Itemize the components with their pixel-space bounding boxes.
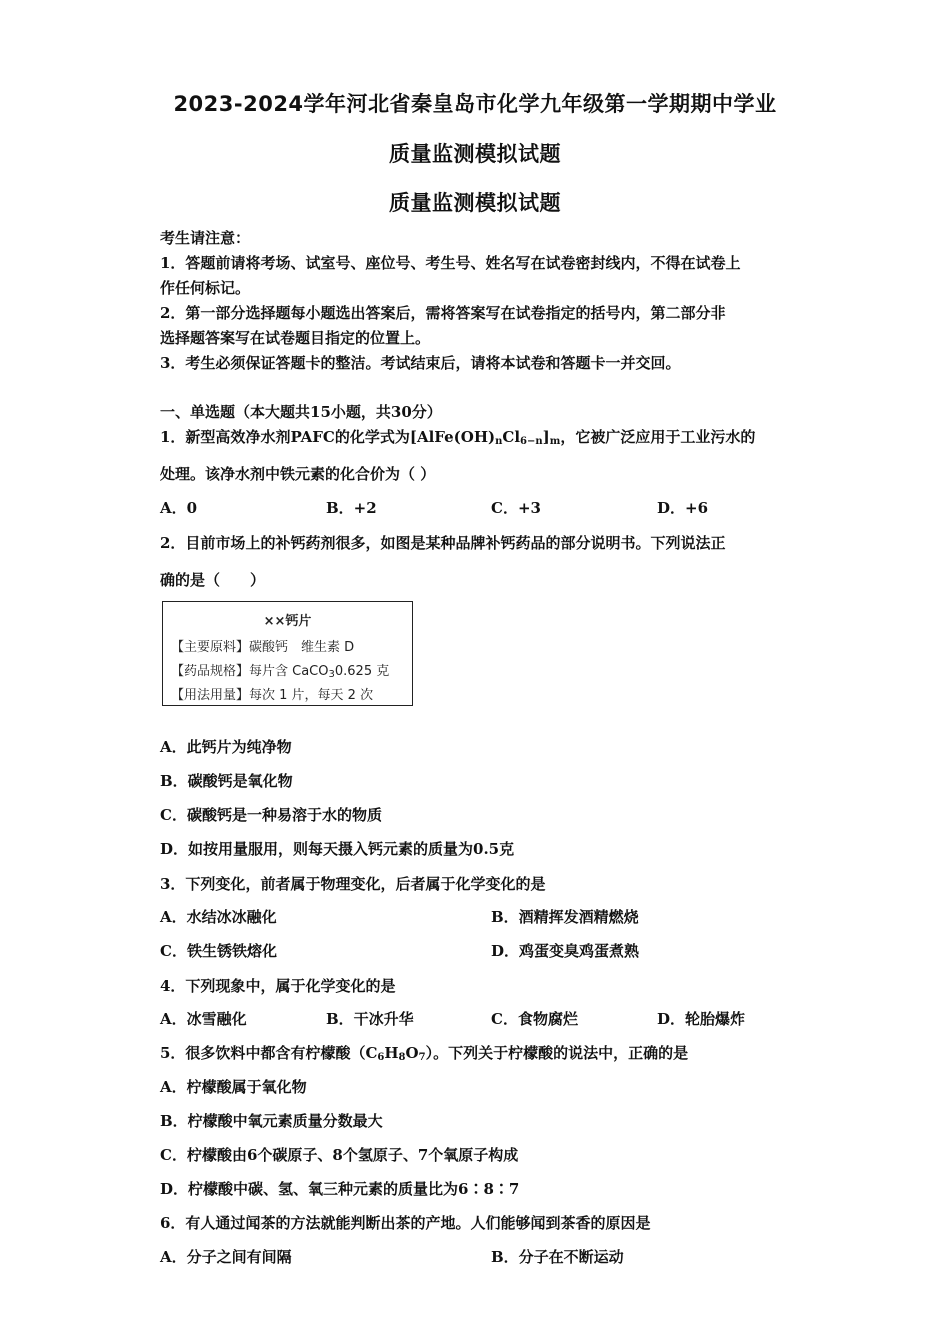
exam-title-line2: 质量监测模拟试题 (389, 142, 561, 166)
notice-item-1a: 1．答题前请将考场、试室号、座位号、考生号、姓名写在试卷密封线内，不得在试卷上 (160, 254, 741, 272)
q2-option-a[interactable]: A．此钙片为纯净物 (160, 738, 292, 756)
q4-option-d[interactable]: D．轮胎爆炸 (657, 1010, 746, 1028)
notice-heading: 考生请注意： (160, 229, 251, 247)
q3-option-b[interactable]: B．酒精挥发酒精燃烧 (491, 908, 639, 926)
medicine-label-row-spec: 【药品规格】每片含 CaCO$_3$0.625 克 (171, 664, 390, 680)
q2-option-c[interactable]: C．碳酸钙是一种易溶于水的物质 (160, 806, 382, 824)
question-6-stem: 6．有人通过闻茶的方法就能判断出茶的产地。人们能够闻到茶香的原因是 (160, 1214, 651, 1232)
question-2-stem: 2．目前市场上的补钙药剂很多，如图是某种品牌补钙药品的部分说明书。下列说法正 (160, 534, 726, 552)
q4-option-b[interactable]: B．干冰升华 (326, 1010, 414, 1028)
q4-option-a[interactable]: A．冰雪融化 (160, 1010, 247, 1028)
q6-option-b[interactable]: B．分子在不断运动 (491, 1248, 624, 1266)
q6-option-a[interactable]: A．分子之间有间隔 (160, 1248, 292, 1266)
notice-item-3: 3．考生必须保证答题卡的整洁。考试结束后，请将本试卷和答题卡一并交回。 (160, 354, 681, 372)
notice-item-2b: 选择题答案写在试卷题目指定的位置上。 (160, 329, 431, 347)
q2-option-b[interactable]: B．碳酸钙是氧化物 (160, 772, 293, 790)
q5-option-d[interactable]: D．柠檬酸中碳、氢、氧三种元素的质量比为6∶8∶7 (160, 1180, 520, 1198)
q1-option-c[interactable]: C．+3 (491, 499, 541, 517)
exam-title-line1: 2023-2024学年河北省秦皇岛市化学九年级第一学期期中学业 (173, 92, 777, 116)
q2-option-d[interactable]: D．如按用量服用，则每天摄入钙元素的质量为0.5克 (160, 840, 515, 858)
exam-title-line3: 质量监测模拟试题 (389, 191, 561, 215)
notice-item-1b: 作任何标记。 (160, 279, 251, 297)
q3-option-d[interactable]: D．鸡蛋变臭鸡蛋煮熟 (491, 942, 640, 960)
medicine-label-box (162, 601, 413, 706)
question-2-stem-line2: 确的是（ ） (160, 571, 266, 589)
q1-option-b[interactable]: B．+2 (326, 499, 377, 517)
question-1-stem-line2: 处理。该净水剂中铁元素的化合价为（ ） (160, 465, 436, 483)
q4-option-c[interactable]: C．食物腐烂 (491, 1010, 578, 1028)
question-3-stem: 3．下列变化，前者属于物理变化，后者属于化学变化的是 (160, 875, 546, 893)
q1-option-a[interactable]: A．0 (160, 499, 198, 517)
q5-option-b[interactable]: B．柠檬酸中氧元素质量分数最大 (160, 1112, 383, 1130)
notice-item-2a: 2．第一部分选择题每小题选出答案后，需将答案写在试卷指定的括号内，第二部分非 (160, 304, 726, 322)
medicine-label-title: ××钙片 (263, 614, 312, 629)
q5-option-a[interactable]: A．柠檬酸属于氧化物 (160, 1078, 307, 1096)
section-heading: 一、单选题（本大题共15小题，共30分） (160, 403, 442, 421)
q3-option-c[interactable]: C．铁生锈铁熔化 (160, 942, 277, 960)
question-5-stem: 5．很多饮料中都含有柠檬酸$(C_6H_8O_7)$。下列关于柠檬酸的说法中，正确的是 (160, 1044, 689, 1063)
medicine-label-row-ingredients: 【主要原料】碳酸钙 维生素 D (171, 640, 355, 655)
question-4-stem: 4．下列现象中，属于化学变化的是 (160, 977, 396, 995)
q1-option-d[interactable]: D．+6 (657, 499, 709, 517)
medicine-label-row-dosage: 【用法用量】每次 1 片，每天 2 次 (171, 688, 374, 703)
question-1-stem: 1．新型高效净水剂PAFC的化学式为$[AlFe(OH)_nCl_{6-n}]_m$，它被广泛应用于工业污水的 (160, 428, 756, 447)
q5-option-c[interactable]: C．柠檬酸由6个碳原子、8个氢原子、7个氧原子构成 (160, 1146, 519, 1164)
q3-option-a[interactable]: A．水结冰冰融化 (160, 908, 277, 926)
